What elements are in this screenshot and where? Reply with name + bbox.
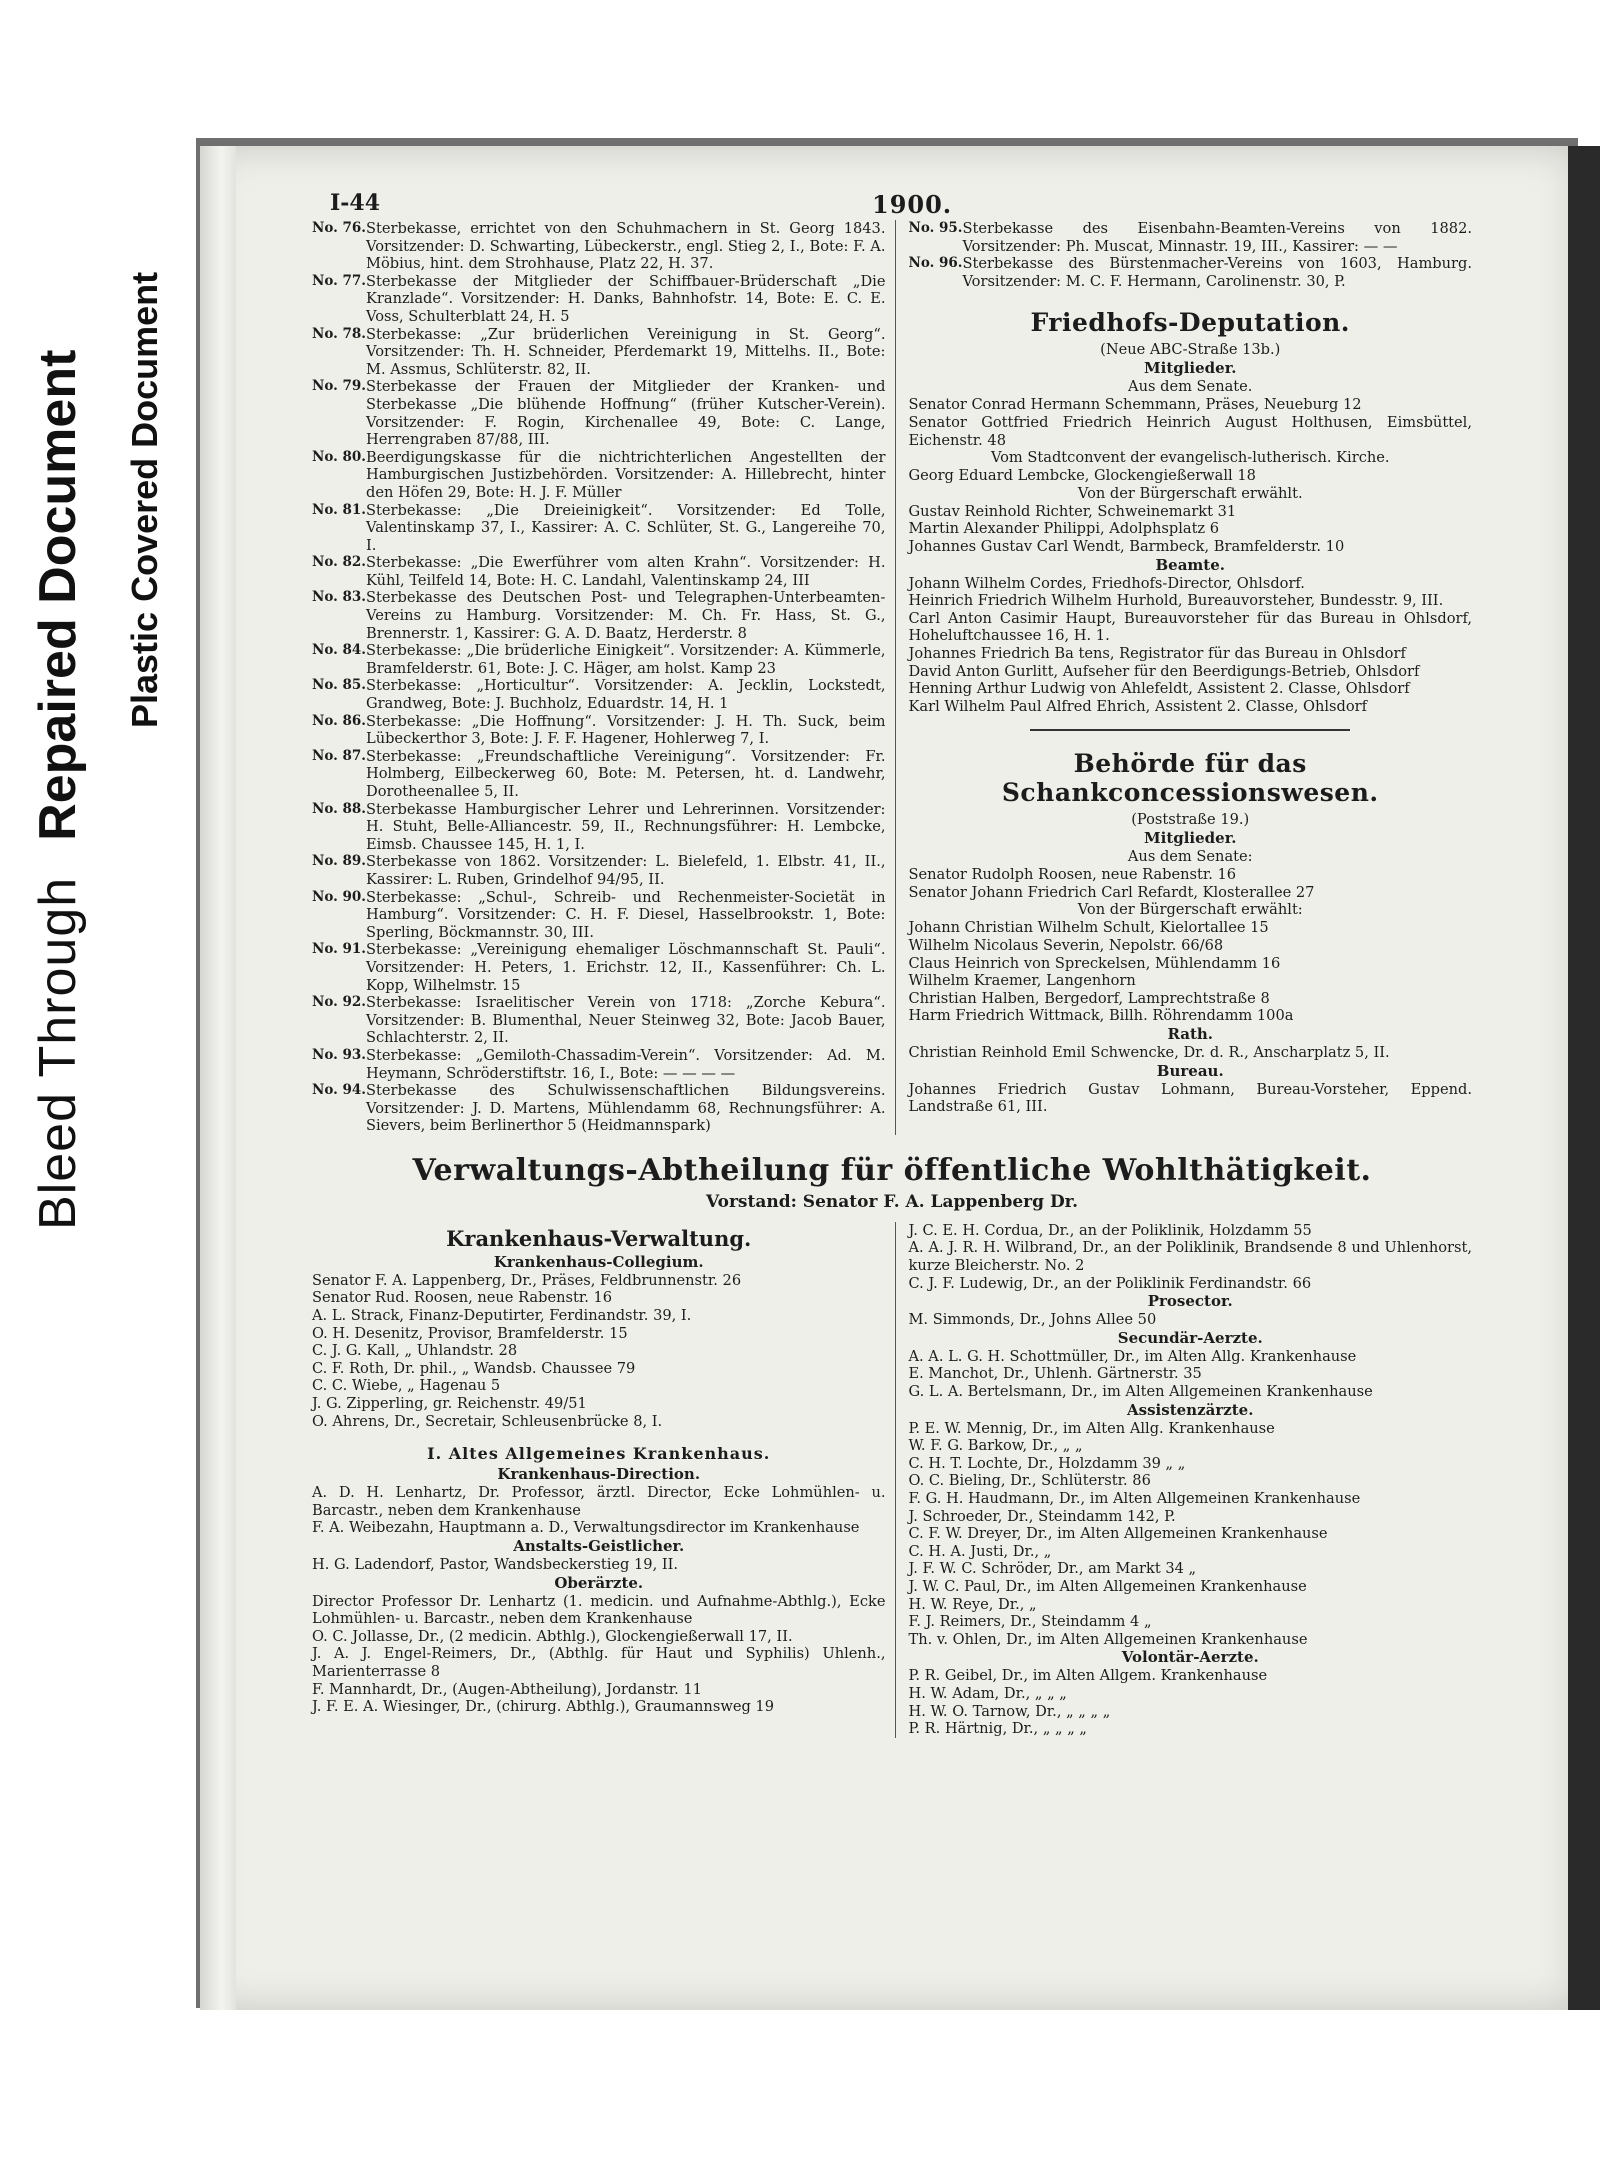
sterbekasse-entry xyxy=(312,713,885,748)
side-label-bleed-repaired xyxy=(28,350,88,1230)
friedhof-title: Friedhofs-Deputation. xyxy=(1030,308,1350,338)
schank-buerger-list xyxy=(908,919,1472,1025)
entry-text: Sterbekasse: „Die brüderliche Einigkeit“. Vorsitzender: A. Kümmerle, Bramfelderstr. 61, Bote: J. C. Häger, am holst. Kamp 23 xyxy=(366,642,886,677)
list-item: A. A. J. R. H. Wilbrand, Dr., an der Poliklinik, Brandsende 8 und Uhlenhorst, kurze Bleicherstr. No. 2 xyxy=(908,1239,1472,1275)
schank-title: Behörde für das Schankconcessionswesen. xyxy=(1001,749,1379,808)
page-year: 1900. xyxy=(872,190,953,219)
list-item: P. E. W. Mennig, Dr., im Alten Allg. Krankenhause xyxy=(908,1419,1275,1437)
entry-number: No. 87. xyxy=(312,747,366,764)
list-item: Henning Arthur Ludwig von Ahlefeldt, Assistent 2. Classe, Ohlsdorf xyxy=(908,680,1410,698)
entry-text: Sterbekasse: „Die Hoffnung“. Vorsitzender: J. H. Th. Suck, beim Lübeckerthor 3, Bote: J. F. F. Hagener, Hohlerweg 7, I. xyxy=(366,712,886,748)
list-item: H. W. O. Tarnow, Dr., „ „ „ „ xyxy=(908,1702,1111,1720)
right-column xyxy=(895,220,1472,1135)
list-item: Johann Christian Wilhelm Schult, Kielortallee 15 xyxy=(908,919,1269,937)
sterbekasse-entry xyxy=(312,801,885,854)
list-item: O. C. Bieling, Dr., Schlüterstr. 86 xyxy=(908,1472,1151,1490)
krankenhaus-title: Krankenhaus-Verwaltung. xyxy=(446,1225,752,1251)
list-item: C. J. F. Ludewig, Dr., an der Poliklinik Ferdinandstr. 66 xyxy=(908,1274,1312,1292)
sterbekasse-entry xyxy=(312,677,885,712)
list-item: Johann Wilhelm Cordes, Friedhofs-Director, Ohlsdorf. xyxy=(908,574,1305,592)
list-item: C. F. Roth, Dr. phil., „ Wandsb. Chaussee 79 xyxy=(312,1359,636,1377)
list-item: A. A. L. G. H. Schottmüller, Dr., im Alten Allg. Krankenhause xyxy=(908,1347,1357,1365)
list-item: Gustav Reinhold Richter, Schweinemarkt 31 xyxy=(908,502,1237,520)
sterbekasse-entry xyxy=(312,589,885,642)
list-item: A. L. Strack, Finanz-Deputirter, Ferdinandstr. 39, I. xyxy=(312,1307,692,1325)
sterbekasse-entry xyxy=(908,220,1472,255)
top-columns xyxy=(312,220,1472,1135)
list-item: W. F. G. Barkow, Dr., „ „ xyxy=(908,1437,1083,1455)
entry-number: No. 86. xyxy=(312,712,366,729)
entry-number: No. 78. xyxy=(312,325,366,342)
list-item: H. G. Ladendorf, Pastor, Wandsbeckerstieg 19, II. xyxy=(312,1556,679,1573)
direction-list xyxy=(312,1484,885,1537)
list-item: A. D. H. Lenhartz, Dr. Professor, ärztl. Director, Ecke Lohmühlen- u. Barcastr., neben dem Krankenhause xyxy=(312,1484,886,1519)
entry-number: No. 79. xyxy=(312,378,366,395)
sterbekasse-entry xyxy=(908,255,1472,290)
friedhof-beamte: Beamte. xyxy=(1155,555,1225,574)
entry-text: Sterbekasse von 1862. Vorsitzender: L. Bielefeld, 1. Elbstr. 41, II., Kassirer: L. Ruben, Grindelhof 94/95, II. xyxy=(366,853,886,888)
schank-bureau: Bureau. xyxy=(1156,1061,1224,1080)
verwaltung-title: Verwaltungs-Abtheilung für öffentliche Wohlthätigkeit. xyxy=(412,1152,1372,1188)
entry-number: No. 88. xyxy=(312,800,366,817)
list-item: Director Professor Dr. Lenhartz (1. medicin. und Aufnahme-Abthlg.), Ecke Lohmühlen- u. Barcastr., neben dem Krankenhause xyxy=(312,1592,886,1628)
entry-text: Sterbekasse: „Schul-, Schreib- und Rechenmeister-Societät in Hamburg“. Vorsitzender: C. H. F. Diesel, Hasselbrookstr. 1, Bote: Sperling, Böckmannstr. 30, III. xyxy=(366,888,886,941)
list-item: Senator Rud. Roosen, neue Rabenstr. 16 xyxy=(312,1289,613,1307)
entry-number: No. 89. xyxy=(312,853,366,870)
schank-rath-list xyxy=(908,1044,1472,1062)
list-item: Martin Alexander Philippi, Adolphsplatz 6 xyxy=(908,520,1220,538)
sterbekasse-entry xyxy=(312,853,885,888)
verwaltung-vorstand: Vorstand: Senator F. A. Lappenberg Dr. xyxy=(706,1191,1078,1212)
list-item: O. Ahrens, Dr., Secretair, Schleusenbrücke 8, I. xyxy=(312,1412,663,1430)
section-divider xyxy=(1030,729,1350,731)
list-item: C. J. G. Kall, „ Uhlandstr. 28 xyxy=(312,1342,518,1360)
list-item: G. L. A. Bertelsmann, Dr., im Alten Allgemeinen Krankenhause xyxy=(908,1383,1373,1401)
list-item: Harm Friedrich Wittmack, Billh. Röhrendamm 100a xyxy=(908,1007,1294,1025)
entry-text: Sterbekasse der Frauen der Mitglieder der Kranken- und Sterbekasse „Die blühende Hoffnung“ (früher Kutscher-Verein). Vorsitzender: F. Rogin, Kirchenallee 49, Bote: C. Lange, Herrengraben 87/88, III. xyxy=(366,378,886,449)
list-item: Johannes Friedrich Gustav Lohmann, Bureau-Vorsteher, Eppend. Landstraße 61, III. xyxy=(908,1080,1472,1116)
entry-text: Sterbekasse: „Freundschaftliche Vereinigung“. Vorsitzender: Fr. Holmberg, Eilbeckerweg 60, Bote: M. Petersen, ht. d. Landwehr, Dorotheenallee 5, II. xyxy=(366,747,886,800)
list-item: Senator Conrad Hermann Schemmann, Präses, Neueburg 12 xyxy=(908,396,1362,414)
entry-text: Sterbekasse der Mitglieder der Schiffbauer-Brüderschaft „Die Kranzlade“. Vorsitzender: H. Danks, Bahnhofstr. 14, Bote: E. C. E. Voss, Schulterblatt 24, H. 5 xyxy=(366,272,886,325)
entry-number: No. 82. xyxy=(312,554,366,571)
list-item: Senator Gottfried Friedrich Heinrich August Holthusen, Eimsbüttel, Eichenstr. 48 xyxy=(908,413,1472,449)
geistlicher-heading: Anstalts-Geistlicher. xyxy=(513,1537,685,1555)
entry-text: Sterbekasse: „Zur brüderlichen Vereinigung in St. Georg“. Vorsitzender: Th. H. Schneider, Pferdemarkt 19, Mittelhs. II., Bote: M. Assmus, Schlüterstr. 82, II. xyxy=(366,325,886,378)
sterbekasse-entry xyxy=(312,273,885,326)
list-item: Senator F. A. Lappenberg, Dr., Präses, Feldbrunnenstr. 26 xyxy=(312,1271,742,1289)
entry-text: Sterbekasse: Israelitischer Verein von 1718: „Zorche Kebura“. Vorsitzender: B. Blumenthal, Neuer Steinweg 32, Bote: Jacob Bauer, Schlachterstr. 2, II. xyxy=(366,994,886,1047)
entry-text: Sterbekasse: „Gemiloth-Chassadim-Verein“. Vorsitzender: Ad. M. Heymann, Schröderstiftstr. 16, I., Bote: — — — — xyxy=(366,1046,886,1082)
list-item: J. F. W. C. Schröder, Dr., am Markt 34 „ xyxy=(908,1560,1197,1578)
list-item: Johannes Gustav Carl Wendt, Barmbeck, Bramfelderstr. 10 xyxy=(908,537,1345,555)
sterbekasse-entry xyxy=(312,554,885,589)
list-item: C. F. W. Dreyer, Dr., im Alten Allgemeinen Krankenhause xyxy=(908,1525,1328,1543)
sterbekasse-entry xyxy=(312,748,885,801)
krankenhaus-left xyxy=(312,1222,895,1738)
collegium-list xyxy=(312,1272,885,1430)
list-item: Senator Johann Friedrich Carl Refardt, Klosterallee 27 xyxy=(908,883,1315,901)
list-item: H. W. Reye, Dr., „ xyxy=(908,1595,1037,1613)
list-item: Christian Halben, Bergedorf, Lamprechtstraße 8 xyxy=(908,989,1270,1007)
altes-krankenhaus-title: I. Altes Allgemeines Krankenhaus. xyxy=(427,1444,771,1464)
list-item: David Anton Gurlitt, Aufseher für den Beerdigungs-Betrieb, Ohlsdorf xyxy=(908,662,1420,680)
friedhof-buerger-list xyxy=(908,503,1472,556)
list-item: J. C. E. H. Cordua, Dr., an der Poliklinik, Holzdamm 55 xyxy=(908,1221,1312,1239)
left-column xyxy=(312,220,895,1135)
sterbekasse-entry xyxy=(312,889,885,942)
entry-text: Sterbekasse: „Horticultur“. Vorsitzender: A. Jecklin, Lockstedt, Grandweg, Bote: J. Buchholz, Eduardstr. 14, H. 1 xyxy=(366,677,886,713)
entry-number: No. 85. xyxy=(312,677,366,694)
prosector-list xyxy=(908,1311,1472,1329)
collegium-heading: Krankenhaus-Collegium. xyxy=(493,1252,704,1271)
friedhof-mitglieder: Mitglieder. xyxy=(1144,359,1237,378)
page-number: I-44 xyxy=(330,190,381,216)
list-item: J. W. C. Paul, Dr., im Alten Allgemeinen Krankenhause xyxy=(908,1577,1307,1595)
list-item: F. G. H. Haudmann, Dr., im Alten Allgemeinen Krankenhause xyxy=(908,1490,1361,1507)
assistenz-heading: Assistenzärzte. xyxy=(1127,1400,1254,1419)
sterbekasse-entry xyxy=(312,326,885,379)
schank-senat-list xyxy=(908,866,1472,901)
entry-number: No. 90. xyxy=(312,888,366,905)
direction-heading: Krankenhaus-Direction. xyxy=(497,1465,701,1484)
list-item: P. R. Geibel, Dr., im Alten Allgem. Krankenhause xyxy=(908,1667,1268,1685)
schank-aus-senat: Aus dem Senate: xyxy=(1127,848,1253,866)
entry-text: Sterbekasse des Deutschen Post- und Telegraphen-Unterbeamten-Vereins zu Hamburg. Vorsitzender: M. Ch. Fr. Hass, St. G., Brennerstr. 1, Kassirer: G. A. D. Baatz, Herderstr. 8 xyxy=(366,589,886,642)
assistenz-list xyxy=(908,1420,1472,1649)
label-bleed-through: Bleed Through xyxy=(29,876,87,1230)
schank-mitglieder: Mitglieder. xyxy=(1144,829,1237,848)
list-item: H. W. Adam, Dr., „ „ „ xyxy=(908,1684,1067,1702)
friedhof-stadtconvent: Vom Stadtconvent der evangelisch-lutherisch. Kirche. xyxy=(990,449,1390,467)
sterbekasse-entry xyxy=(312,642,885,677)
friedhof-aus-senat: Aus dem Senate. xyxy=(1128,378,1253,396)
list-item: F. Mannhardt, Dr., (Augen-Abtheilung), Jordanstr. 11 xyxy=(312,1680,702,1698)
poliklinik-list xyxy=(908,1222,1472,1292)
entry-text: Beerdigungskasse für die nichtrichterlichen Angestellten der Hamburgischen Justizbehörden. Vorsitzender: A. Hillebrecht, hinter den Höfen 29, Bote: H. J. F. Müller xyxy=(366,448,886,501)
list-item: J. G. Zipperling, gr. Reichenstr. 49/51 xyxy=(312,1395,587,1413)
sterbekasse-entry xyxy=(312,1047,885,1082)
page-binding-strip xyxy=(1568,146,1600,2010)
entry-number: No. 77. xyxy=(312,272,366,289)
entry-number: No. 83. xyxy=(312,589,366,606)
entry-number: No. 95. xyxy=(908,220,963,236)
list-item: C. H. A. Justi, Dr., „ xyxy=(908,1542,1052,1560)
friedhof-address: (Neue ABC-Straße 13b.) xyxy=(1100,341,1281,359)
entry-number: No. 76. xyxy=(312,220,366,236)
sterbekasse-entry xyxy=(312,1082,885,1135)
page-edge xyxy=(200,146,236,2010)
list-item: Karl Wilhelm Paul Alfred Ehrich, Assistent 2. Classe, Ohlsdorf xyxy=(908,697,1368,715)
list-item: F. A. Weibezahn, Hauptmann a. D., Verwaltungsdirector im Krankenhause xyxy=(312,1519,860,1537)
schank-address: (Poststraße 19.) xyxy=(1131,811,1250,829)
list-item: J. A. J. Engel-Reimers, Dr., (Abthlg. für Haut und Syphilis) Uhlenh., Marienterrasse 8 xyxy=(312,1645,886,1680)
list-item: Christian Reinhold Emil Schwencke, Dr. d. R., Anscharplatz 5, II. xyxy=(908,1044,1390,1062)
secundaer-heading: Secundär-Aerzte. xyxy=(1117,1328,1263,1347)
entry-text: Sterbekasse: „Die Dreieinigkeit“. Vorsitzender: Ed Tolle, Valentinskamp 37, I., Kassirer: A. C. Schlüter, St. G., Langereihe 70, I. xyxy=(366,501,886,554)
entry-number: No. 80. xyxy=(312,448,366,465)
schank-buergerschaft: Von der Bürgerschaft erwählt: xyxy=(1077,901,1303,919)
list-item: Claus Heinrich von Spreckelsen, Mühlendamm 16 xyxy=(908,954,1281,972)
volontaer-heading: Volontär-Aerzte. xyxy=(1121,1648,1259,1667)
list-item: Senator Rudolph Roosen, neue Rabenstr. 16 xyxy=(908,866,1237,884)
entry-text: Sterbekasse des Schulwissenschaftlichen Bildungsvereins. Vorsitzender: J. D. Martens, Mühlendamm 68, Rechnungsführer: A. Sievers, beim Berlinerthor 5 (Heidmannspark) xyxy=(366,1082,886,1135)
list-item: E. Manchot, Dr., Uhlenh. Gärtnerstr. 35 xyxy=(908,1365,1202,1383)
list-item: O. C. Jollasse, Dr., (2 medicin. Abthlg.), Glockengießerwall 17, II. xyxy=(312,1627,793,1645)
prosector-heading: Prosector. xyxy=(1147,1292,1233,1311)
entry-number: No. 81. xyxy=(312,501,366,518)
list-item: J. Schroeder, Dr., Steindamm 142, P. xyxy=(908,1507,1176,1525)
entry-number: No. 91. xyxy=(312,941,366,958)
list-item: Wilhelm Kraemer, Langenhorn xyxy=(908,972,1136,990)
geistlicher-list xyxy=(312,1556,885,1574)
entry-number: No. 94. xyxy=(312,1082,366,1099)
list-item: Wilhelm Nicolaus Severin, Nepolstr. 66/68 xyxy=(908,937,1224,955)
entry-number: No. 96. xyxy=(908,255,963,272)
bottom-columns xyxy=(312,1222,1472,1738)
secundaer-list xyxy=(908,1348,1472,1401)
label-repaired-document: Repaired Document xyxy=(29,349,87,841)
friedhof-buergerschaft: Von der Bürgerschaft erwählt. xyxy=(1077,484,1303,502)
sterbekasse-entry xyxy=(312,378,885,448)
sterbekasse-entry xyxy=(312,220,885,273)
oberaerzte-heading: Oberärzte. xyxy=(554,1573,644,1592)
right-entries xyxy=(908,220,1472,290)
label-plastic-covered: Plastic Covered Document xyxy=(124,271,165,728)
list-item: Heinrich Friedrich Wilhelm Hurhold, Bureauvorsteher, Bundesstr. 9, III. xyxy=(908,592,1444,610)
list-item: M. Simmonds, Dr., Johns Allee 50 xyxy=(908,1311,1157,1329)
entry-text: Sterbekasse, errichtet von den Schuhmachern in St. Georg 1843. Vorsitzender: D. Schwarting, Lübeckerstr., engl. Stieg 2, I., Bote: F. A. Möbius, hint. dem Strohhause, Platz 22, H. 37. xyxy=(366,220,886,273)
krankenhaus-right xyxy=(895,1222,1472,1738)
entry-text: Sterbekasse des Eisenbahn-Beamten-Vereins von 1882. Vorsitzender: Ph. Muscat, Minnastr. 19, III., Kassirer: — — xyxy=(962,220,1472,255)
list-item: Georg Eduard Lembcke, Glockengießerwall 18 xyxy=(908,467,1256,485)
page-header xyxy=(312,190,1472,220)
list-item: C. C. Wiebe, „ Hagenau 5 xyxy=(312,1377,501,1395)
oberaerzte-list xyxy=(312,1593,885,1716)
sterbekasse-entry xyxy=(312,449,885,502)
entry-text: Sterbekasse Hamburgischer Lehrer und Lehrerinnen. Vorsitzender: H. Stuht, Belle-Alliancestr. 59, II., Rechnungsführer: H. Lembcke, Eimsb. Chaussee 145, H. 1, I. xyxy=(366,800,886,853)
schank-bureau-list xyxy=(908,1081,1472,1116)
entry-text: Sterbekasse: „Vereinigung ehemaliger Löschmannschaft St. Pauli“. Vorsitzender: H. Peters, 1. Erichstr. 12, II., Kassenführer: Ch. L. Kopp, Wilhelmstr. 15 xyxy=(366,941,886,994)
sterbekasse-entry xyxy=(312,502,885,555)
list-item: P. R. Härtnig, Dr., „ „ „ „ xyxy=(908,1720,1087,1738)
sterbekasse-entry xyxy=(312,941,885,994)
entry-number: No. 93. xyxy=(312,1046,366,1063)
list-item: J. F. E. A. Wiesinger, Dr., (chirurg. Abthlg.), Graumannsweg 19 xyxy=(312,1698,775,1716)
list-item: Th. v. Ohlen, Dr., im Alten Allgemeinen Krankenhause xyxy=(908,1630,1308,1648)
list-item: Carl Anton Casimir Haupt, Bureauvorsteher für das Bureau in Ohlsdorf, Hoheluftchaussee 16, H. 1. xyxy=(908,609,1472,645)
list-item: Johannes Friedrich Ba tens, Registrator für das Bureau in Ohlsdorf xyxy=(908,644,1406,662)
list-item: C. H. T. Lochte, Dr., Holzdamm 39 „ „ xyxy=(908,1454,1186,1472)
page-content xyxy=(312,190,1472,1738)
sterbekasse-entry xyxy=(312,994,885,1047)
volontaer-list xyxy=(908,1667,1472,1737)
friedhof-senat-list xyxy=(908,396,1472,449)
friedhof-beamte-list xyxy=(908,575,1472,716)
list-item: F. J. Reimers, Dr., Steindamm 4 „ xyxy=(908,1613,1152,1631)
entry-text: Sterbekasse: „Die Ewerführer vom alten Krahn“. Vorsitzender: H. Kühl, Teilfeld 14, Bote: H. C. Landahl, Valentinskamp 24, III xyxy=(366,554,886,589)
list-item: O. H. Desenitz, Provisor, Bramfelderstr. 15 xyxy=(312,1324,628,1342)
entry-number: No. 84. xyxy=(312,642,366,659)
entry-text: Sterbekasse des Bürstenmacher-Vereins von 1603, Hamburg. Vorsitzender: M. C. F. Hermann, Carolinenstr. 30, P. xyxy=(962,255,1472,290)
entry-number: No. 92. xyxy=(312,994,366,1011)
friedhof-convent-list xyxy=(908,467,1472,485)
schank-rath: Rath. xyxy=(1167,1025,1214,1044)
